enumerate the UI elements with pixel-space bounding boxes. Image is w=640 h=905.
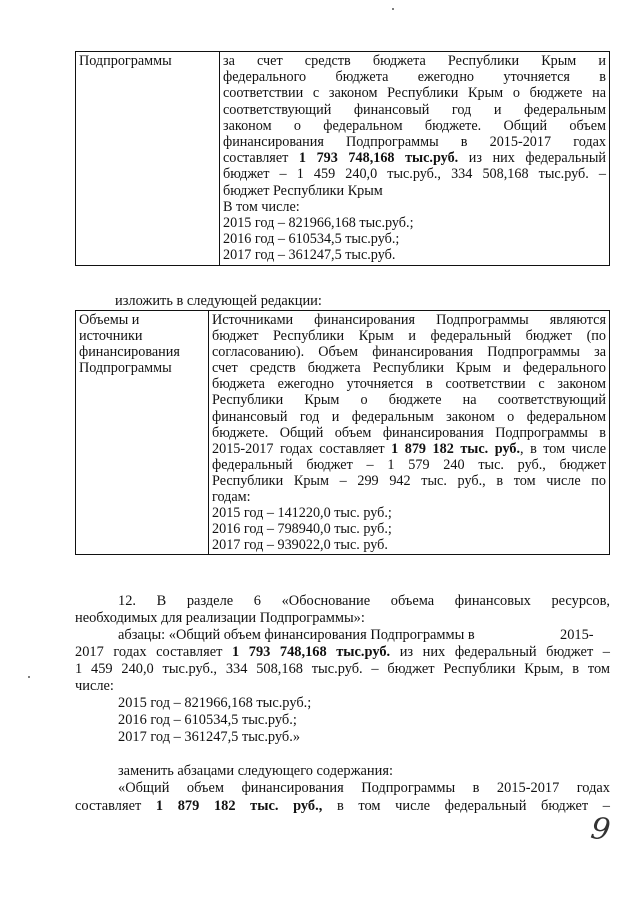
table-left-cell [76,52,220,266]
table-right-cell [209,311,610,555]
year-line: 2015 год – 821966,168 тыс.руб.; [223,215,414,232]
text-fragment: составляет [223,150,299,167]
abz-line: 1 459 240,0 тыс.руб., 334 508,168 тыс.руб. – бюджет Республики Крым, в том [75,661,610,677]
year-line: 2015 год – 141220,0 тыс. руб.; [212,505,392,522]
year-line: 2016 год – 610534,5 тыс.руб.; [118,712,297,728]
abz-line: числе: [75,678,114,694]
text-line: согласованию). Объем финансирования Подпрограммы за [212,344,606,361]
table-left-cell [76,311,209,555]
table-financing-old [75,51,610,266]
abz-line [75,644,610,661]
text-fragment: 2017 годах составляет [75,644,232,660]
section-12-line: 12. В разделе 6 «Обоснование объема финансовых ресурсов, [118,593,610,609]
table-row [76,311,610,555]
left-label-line: Подпрограммы [79,360,172,377]
text-line: соответствии с законом Республики Крым о бюджете на [223,85,606,102]
abz-line: 2015- [560,627,594,643]
year-line: 2016 год – 610534,5 тыс.руб.; [223,231,400,248]
scan-speck [28,676,30,678]
text-line: Республики Крым о бюджете на соответствующий [212,392,606,409]
year-line: 2017 год – 939022,0 тыс. руб. [212,537,388,554]
text-line: Республики Крым – 299 942 тыс. руб., в том числе по [212,472,606,489]
text-line: финансирования Подпрограммы в 2015-2017 годах [223,134,606,151]
text-fragment: из них федеральный бюджет – [390,644,610,660]
text-line: законом о федеральном бюджете. Общий объем [223,117,606,134]
text-line: счет средств бюджета Республики Крым и федерального [212,360,606,377]
year-line: 2017 год – 361247,5 тыс.руб.» [118,729,301,745]
new-text-line: «Общий объем финансирования Подпрограммы в 2015-2017 годах [118,780,610,796]
table-financing-new [75,310,610,555]
text-line: годам: [212,489,251,506]
total-amount: 1 879 182 тыс. руб., [155,798,323,814]
table-right-cell [220,52,610,266]
total-amount: 1 879 182 тыс. руб. [391,440,520,457]
year-line: 2015 год – 821966,168 тыс.руб.; [118,695,312,711]
section-12-line: необходимых для реализации Подпрограммы»: [75,610,365,626]
year-line: 2016 год – 798940,0 тыс. руб.; [212,521,392,538]
text-line: бюджет – 1 459 240,0 тыс.руб., 334 508,168 тыс.руб. – [223,166,606,183]
left-label-line: источники [79,328,143,345]
year-line: 2017 год – 361247,5 тыс.руб. [223,247,396,264]
text-fragment: , в том числе [520,440,607,457]
left-label-line: финансирования [79,344,180,361]
text-line: соответствующий финансовый год и федеральным [223,101,606,118]
total-amount: 1 793 748,168 тыс.руб. [231,644,391,660]
scan-speck [392,8,394,10]
text-line: Источниками финансирования Подпрограммы являются [212,312,606,328]
total-amount: 1 793 748,168 тыс.руб. [298,150,459,167]
text-fragment: составляет [75,798,156,814]
text-line: бюджет Республики Крым и федеральный бюджет (по [212,328,606,345]
abz-line: абзацы: «Общий объем финансирования Подпрограммы в [118,627,475,643]
left-label-line: Объемы и [79,312,140,328]
text-line [223,150,606,166]
text-line: федерального бюджета ежегодно уточняется в [223,69,606,86]
text-line: В том числе: [223,198,300,215]
text-line: федеральный бюджет – 1 579 240 тыс. руб., бюджет [212,456,606,473]
text-line [212,441,606,457]
text-fragment: в том числе федеральный бюджет – [322,798,610,814]
new-text-line [75,798,610,815]
text-fragment: 2015-2017 годах составляет [212,440,392,457]
text-line: бюджете. Общий объем финансирования Подпрограммы в [212,424,606,441]
left-label: Подпрограммы [79,53,172,69]
text-fragment: из них федеральный [458,150,607,167]
text-line: бюджет Республики Крым [223,182,383,199]
intro-text: изложить в следующей редакции: [115,293,322,309]
text-line: бюджета ежегодно уточняется в соответствии с законом [212,376,606,393]
replace-line: заменить абзацами следующего содержания: [118,763,393,779]
table-row [76,52,610,266]
text-line: финансовый год и федеральным законом о федеральном [212,408,606,425]
text-line: за счет средств бюджета Республики Крым и [223,53,606,69]
page-number: 9 [588,810,613,849]
